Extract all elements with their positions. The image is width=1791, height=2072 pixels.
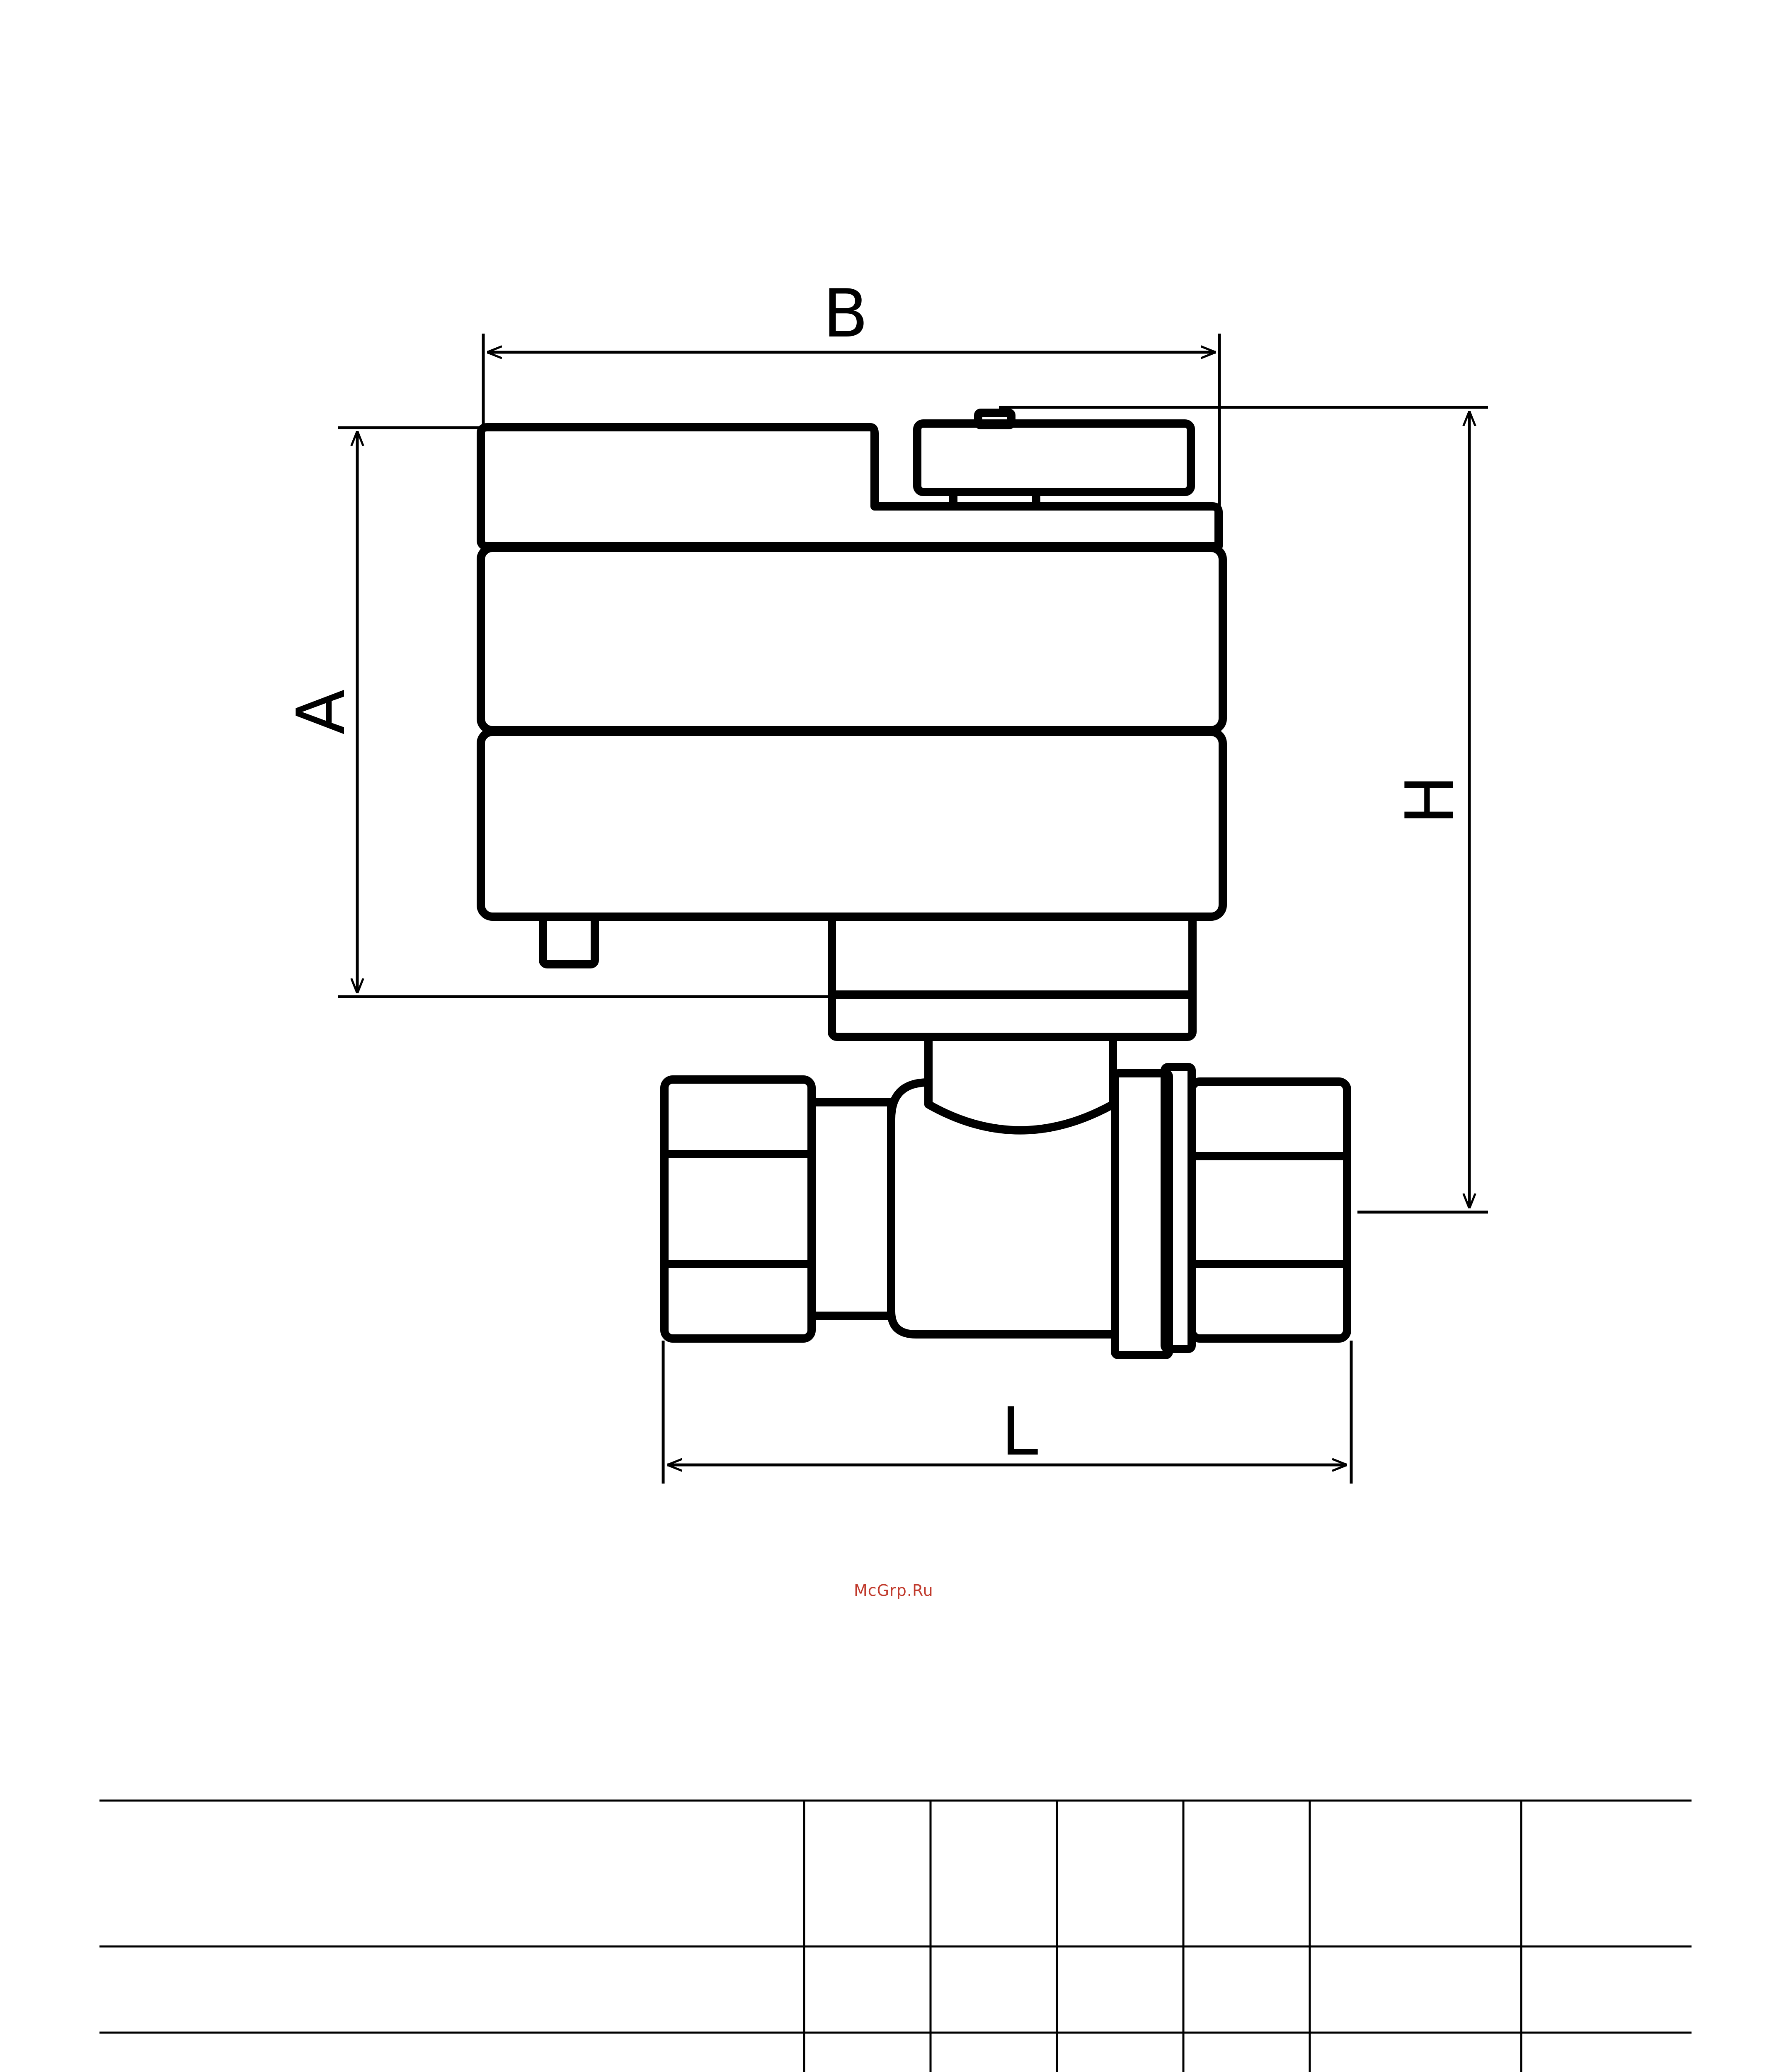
watermark-text: McGrp.Ru [854, 1581, 933, 1600]
dim-label-h: H [1391, 775, 1469, 825]
actuator-lower-block [481, 732, 1223, 917]
right-hex-nut [1192, 1082, 1347, 1339]
spec-table [99, 1801, 1692, 2072]
manual-lever [917, 424, 1191, 492]
left-pipe [812, 1102, 891, 1316]
left-hex-nut [664, 1080, 812, 1339]
dim-label-a: A [282, 689, 360, 735]
cable-stub [543, 917, 595, 964]
valve-stem [928, 1037, 1113, 1130]
coupling-adapter [832, 917, 1192, 1037]
valve-body [664, 1037, 1347, 1355]
actuator-top-cover [481, 427, 1219, 546]
actuator-body [481, 413, 1223, 1037]
lever-neck [953, 492, 1036, 506]
dim-label-l: L [1001, 1393, 1038, 1470]
central-valve-body [891, 1075, 1115, 1334]
lever-pin [978, 413, 1011, 425]
actuator-middle-block [481, 548, 1223, 730]
dim-label-b: B [823, 275, 868, 352]
